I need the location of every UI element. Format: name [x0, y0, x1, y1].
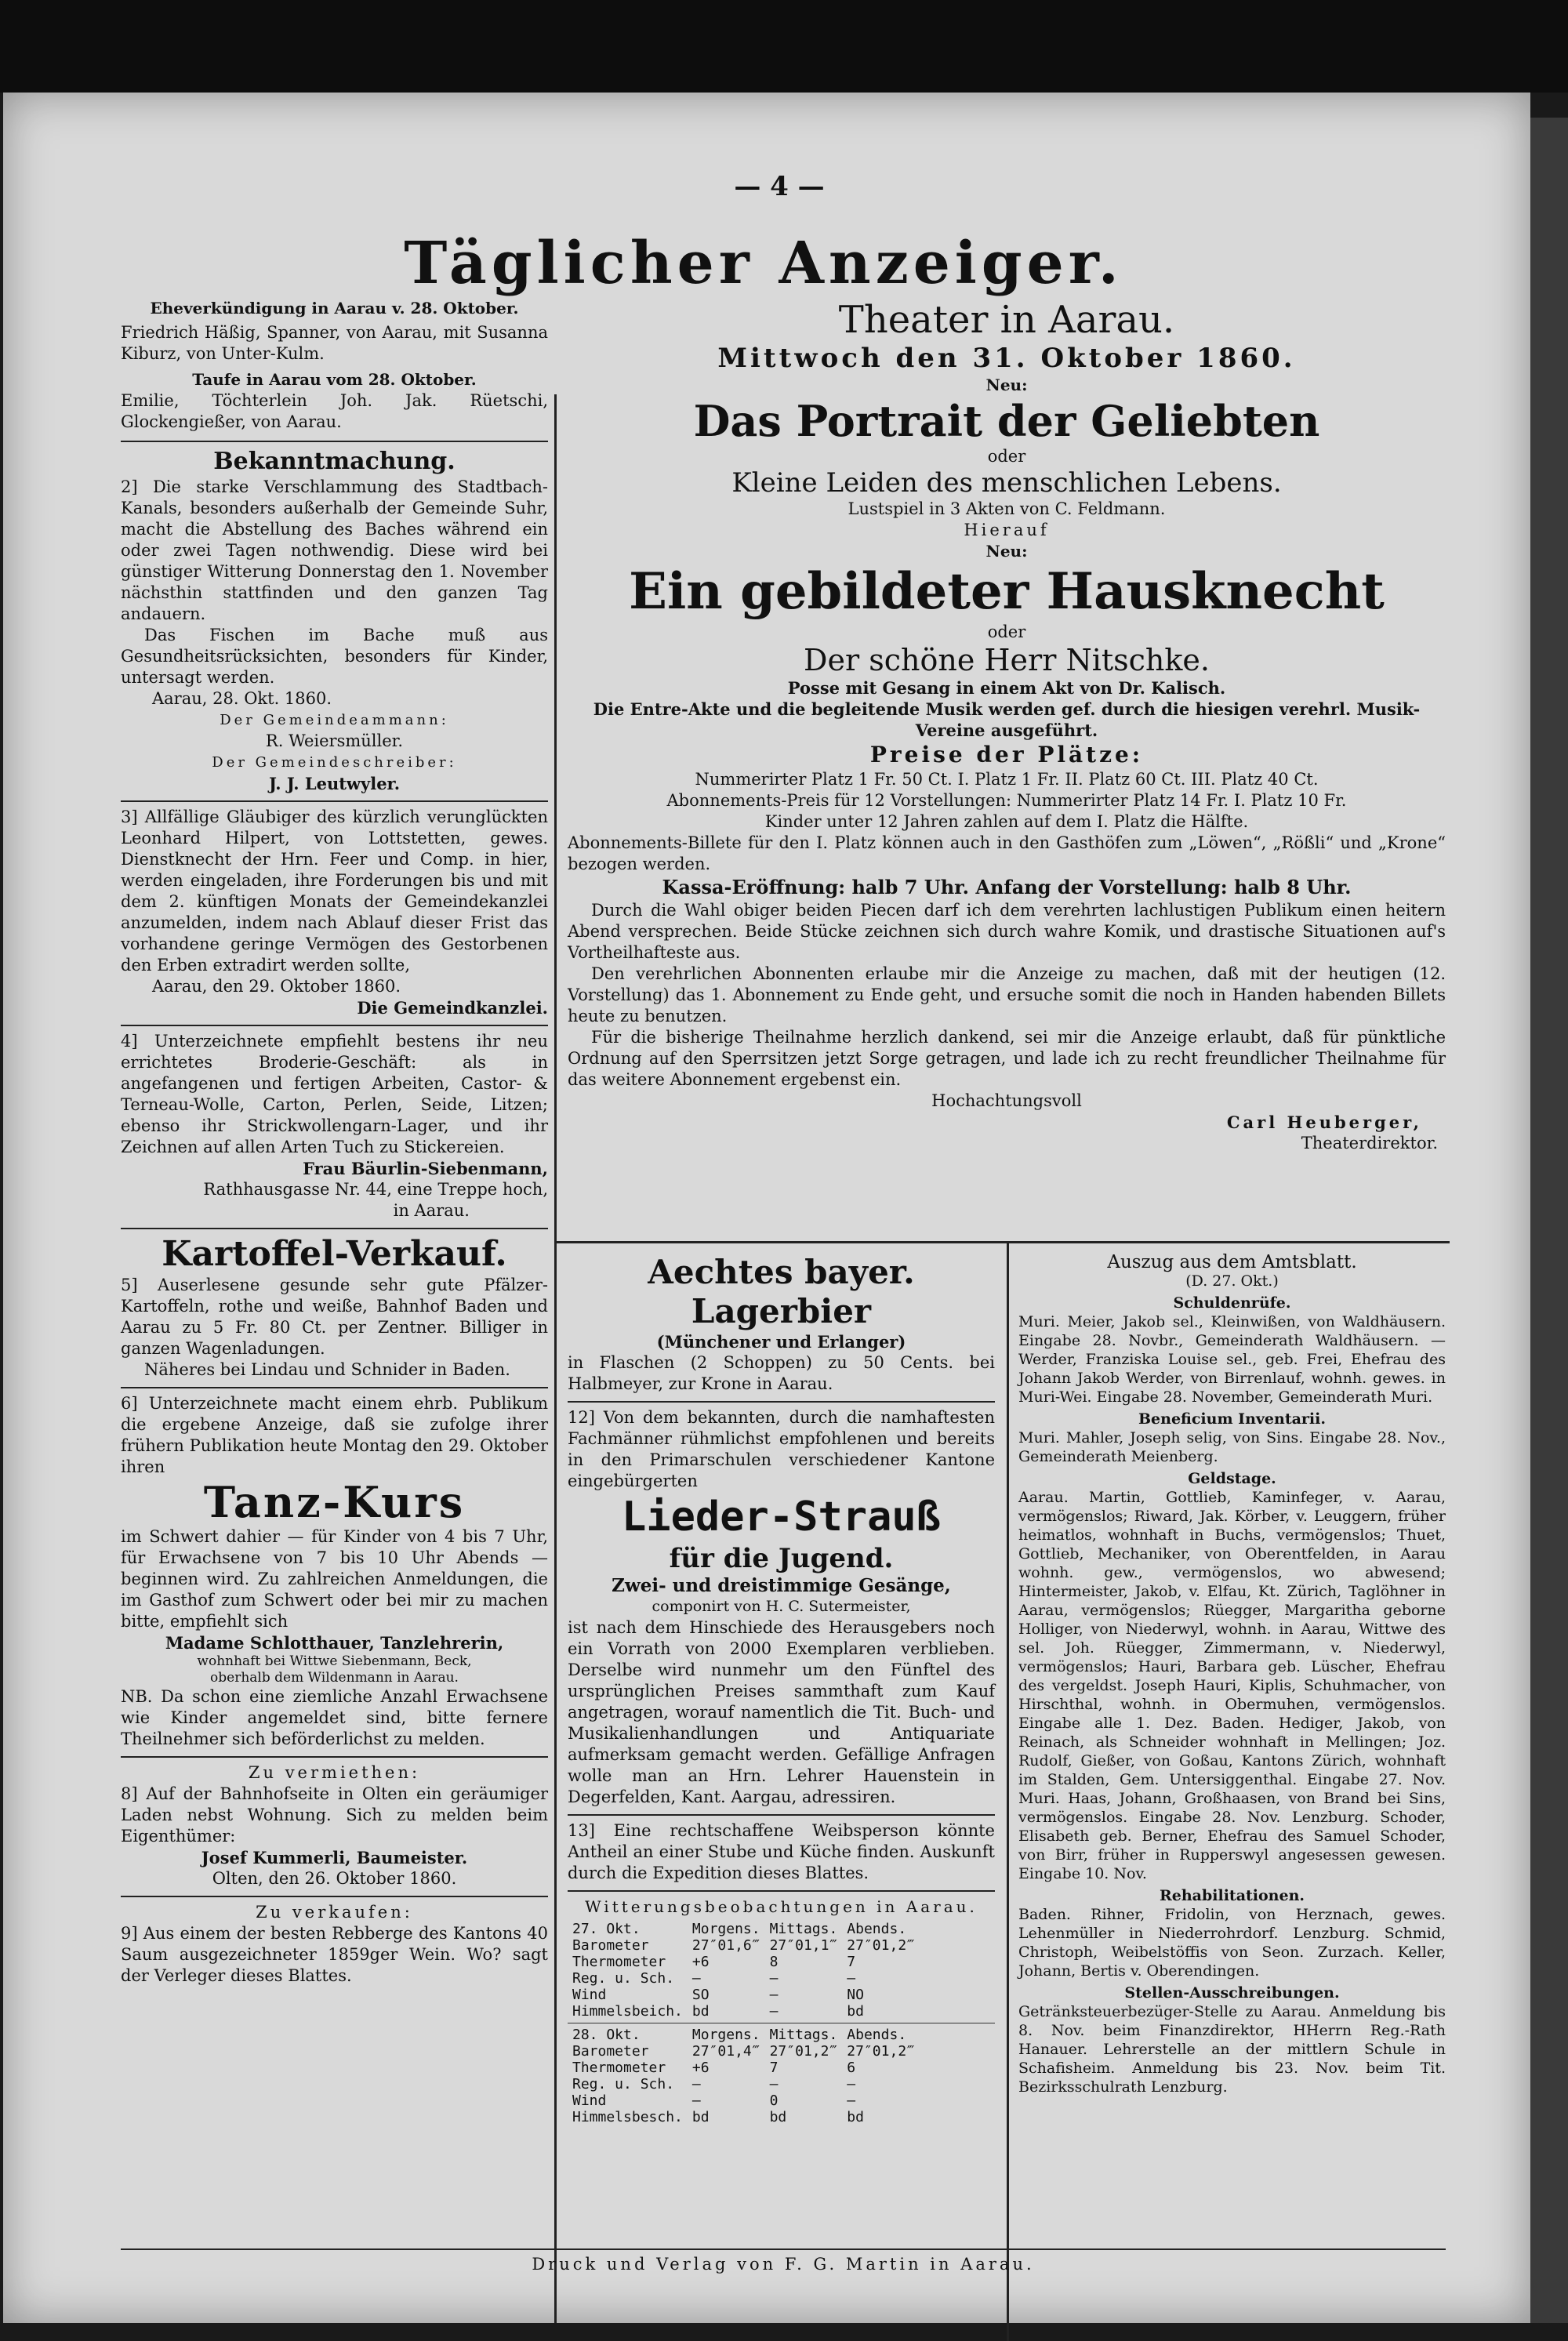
lagerbier-heading: Aechtes bayer. Lagerbier	[648, 1253, 915, 1330]
divider	[121, 1387, 548, 1388]
weather-value: bd	[691, 2003, 710, 2020]
abonnement-billets: Abonnements-Billete für den I. Platz können auch in den Gasthöfen zum „Löwen“, „Rößli“ und „Krone“ bezogen werden.	[568, 833, 1446, 873]
section-divider	[556, 1241, 1450, 1243]
inventar-heading: Beneficium Inventarii.	[1138, 1410, 1326, 1428]
weather-col-header: Abends.	[847, 2027, 907, 2043]
marriage-heading: Eheverkündigung in Aarau v. 28. Oktober.	[150, 299, 519, 318]
weather-value: —	[691, 2092, 701, 2109]
column-divider	[1007, 1243, 1009, 2341]
ad-8-signature: Josef Kummerli, Baumeister.	[201, 1848, 468, 1867]
signature-name: J. J. Leutwyler.	[268, 774, 400, 793]
baptism-heading: Taufe in Aarau vom 28. Oktober.	[192, 370, 477, 389]
weather-value: 7	[769, 2060, 779, 2076]
geldstage-text: Aarau. Martin, Gottlieb, Kaminfeger, v. Aarau, vermögenslos; Riward, Jak. Körber, v. Leuggern, früher heimatlos, wohnhaft in Buchs, vermögenslos; Thuet, Gottlieb, Mechaniker, von Oberentfelden, in Aarau wohnh. gew., vermögenslos, wo abwesend; Hintermeister, Jakob, v. Elfau, Kt. Zürich, Taglöhner in Aarau, vermögenslos; Rüegger, Margaritha geborne Holliger, von Niederwyl, wohnh. in Aarau, Wittwe des sel. Joh. Rüegger, Zimmermann, v. Niederwyl, vermögenslos; Hauri, Barbara geb. Lüscher, Ehefrau des vergeldst. Joseph Hauri, Kiplis, Schuhmacher, von Hirschthal, wohnh. in Obermuhen, vermögenslos. Eingabe alle 1. Dez. Baden. Hediger, Jakob, von Reinach, als Schneider wohnhaft in Mellingen; Joz. Rudolf, Gießer, von Goßau, Kantons Zürich, wohnhaft im Stalden, Gem. Untersiggenthal. Eingabe 27. Nov. Muri. Haas, Johann, Großhaasen, von Brand bei Sins, vermögenslos. Eingabe 28. Nov. Lenzburg. Schoder, Elisabeth geb. Berner, Ehefrau des Samuel Schoder, von Birr, früher in Rupperswyl angesessen gewesen. Eingabe 10. Nov.	[1018, 1489, 1446, 1882]
inventar-text: Muri. Mahler, Joseph selig, von Sins. Eingabe 28. Nov., Gemeinderath Meienberg.	[1018, 1429, 1446, 1465]
geldstage-heading: Geldstage.	[1188, 1470, 1276, 1487]
divider	[121, 1025, 548, 1026]
signature-title: Der Gemeindeschreiber:	[212, 754, 457, 771]
weather-table-1	[568, 1921, 920, 2020]
weather-date: 27. Okt.	[572, 1921, 641, 1937]
divider	[121, 1228, 548, 1229]
imprint-footer: Druck und Verlag von F. G. Martin in Aarau.	[532, 2255, 1035, 2274]
divider	[568, 1814, 995, 1816]
prices-line: Nummerirter Platz 1 Fr. 50 Ct. I. Platz 1 Fr. II. Platz 60 Ct. III. Platz 40 Ct.	[695, 770, 1319, 789]
ad-4-text: 4] Unterzeichnete empfiehlt bestens ihr neu errichtetes Broderie-Geschäft: als in angefangenen und fertigen Arbeiten, Castor- & Terneau-Wolle, Carton, Perlen, Seide, Litzen; ebenso ihr Strickwollengarn-Lager, und ihr Zeichnen auf allen Arten Tuch zu Stickereien.	[121, 1032, 548, 1156]
weather-title: Witterungsbeobachtungen in Aarau.	[585, 1897, 978, 1916]
weather-value: —	[769, 2076, 779, 2092]
ad-8-date: Olten, den 26. Oktober 1860.	[212, 1869, 457, 1888]
bekanntmachung-p1: 2] Die starke Verschlammung des Stadtbach-Kanals, besonders außerhalb der Gemeinde Suhr, macht die Abstellung des Baches während ein oder zwei Tagen nothwendig. Diese wird bei günstiger Witterung Donnerstag den 1. November nächsthin stattfinden und den ganzen Tag andauern.	[121, 477, 548, 623]
weather-label: Barometer	[572, 2043, 649, 2060]
signature-name: R. Weiersmüller.	[265, 731, 404, 750]
lieder-heading: Lieder-Strauß	[622, 1494, 941, 1541]
play-2-info: Posse mit Gesang in einem Akt von Dr. Kalisch.	[787, 678, 1226, 698]
divider	[121, 1896, 548, 1897]
theater-new-label: Neu:	[985, 542, 1028, 561]
schulden-heading: Schuldenrüfe.	[1173, 1294, 1291, 1312]
theater-body-3: Für die bisherige Theilnahme herzlich dankend, sei mir die Anzeige erlaubt, daß für pünktliche Ordnung auf den Sperrsitzen jetzt Sorge getragen, und lade ich zu recht freundlicher Theilnahme für das weitere Abonnement ergebenst ein.	[568, 1028, 1446, 1089]
lagerbier-text: in Flaschen (2 Schoppen) zu 50 Cents. bei Halbmeyer, zur Krone in Aarau.	[568, 1353, 995, 1393]
weather-value: 27″01,2‴	[769, 2043, 838, 2060]
scan-top-border	[0, 0, 1568, 93]
column-divider	[554, 394, 557, 2323]
lagerbier-sub: (Münchener und Erlanger)	[656, 1332, 906, 1352]
divider	[121, 441, 548, 442]
ad-4-place: in Aarau.	[393, 1201, 470, 1220]
divider	[121, 800, 548, 802]
weather-label: Wind	[572, 2092, 607, 2109]
rehab-text: Baden. Rihner, Fridolin, von Herznach, gewes. Lehenmüller in Niederrohrdorf. Lenzburg. Schmid, Christoph, Weibelstöffis von Seon. Zurzach. Keller, Johann, Bertis v. Oberendingen.	[1018, 1906, 1446, 1980]
weather-value: NO	[847, 1987, 864, 2003]
ad-6-intro: 6] Unterzeichnete macht einem ehrb. Publikum die ergebene Anzeige, daß sie zufolge ihrer frühern Publikation heute Montag den 29. Oktober ihren	[121, 1394, 548, 1476]
weather-value: 27″01,2‴	[847, 1937, 915, 1954]
weather-value: +6	[691, 1954, 710, 1970]
ad-6-address: wohnhaft bei Wittwe Siebenmann, Beck,	[197, 1653, 472, 1669]
prices-heading: Preise der Plätze:	[869, 742, 1144, 768]
weather-value: 27″01,2‴	[847, 2043, 915, 2060]
signature-title: Der Gemeindeammann:	[220, 712, 449, 728]
weather-value: bd	[847, 2003, 864, 2020]
ad-4-address: Rathhausgasse Nr. 44, eine Treppe hoch,	[203, 1180, 548, 1199]
weather-label: Reg. u. Sch.	[572, 2076, 675, 2092]
play-1-subtitle: Kleine Leiden des menschlichen Lebens.	[731, 467, 1282, 499]
play-1-oder: oder	[987, 447, 1026, 466]
bekanntmachung-heading: Bekanntmachung.	[213, 448, 456, 475]
weather-value: —	[847, 2076, 856, 2092]
lieder-sub2: Zwei- und dreistimmige Gesänge,	[612, 1575, 951, 1596]
bekanntmachung-p2: Das Fischen im Bache muß aus Gesundheitsrücksichten, besonders für Kinder, untersagt werden.	[121, 626, 548, 687]
weather-value: bd	[847, 2109, 864, 2125]
amtsblatt-heading: Auszug aus dem Amtsblatt.	[1107, 1252, 1357, 1272]
weather-col-header: Morgens.	[691, 1921, 760, 1937]
weather-row	[568, 2060, 920, 2076]
bekanntmachung-date: Aarau, 28. Okt. 1860.	[152, 689, 332, 708]
children-prices: Kinder unter 12 Jahren zahlen auf dem I. Platz die Hälfte.	[764, 812, 1249, 831]
weather-value: —	[769, 1970, 779, 1987]
weather-label: Barometer	[572, 1937, 649, 1954]
weather-value: 7	[847, 1954, 856, 1970]
baptism-text: Emilie, Töchterlein Joh. Jak. Rüetschi, Glockengießer, von Aarau.	[121, 391, 548, 431]
weather-value: —	[847, 1970, 856, 1987]
ad-8-text: 8] Auf der Bahnhofseite in Olten ein geräumiger Laden nebst Wohnung. Sich zu melden beim Eigenthümer:	[121, 1784, 548, 1846]
ad-3-date: Aarau, den 29. Oktober 1860.	[152, 977, 401, 996]
weather-value: —	[691, 1970, 701, 1987]
rehab-heading: Rehabilitationen.	[1159, 1887, 1305, 1904]
weather-value: bd	[769, 2109, 787, 2125]
weather-value: bd	[691, 2109, 710, 2125]
weather-value: SO	[691, 1987, 710, 2003]
theater-new-label: Neu:	[985, 376, 1028, 394]
ad-4-signature: Frau Bäurlin-Siebenmann,	[303, 1159, 548, 1178]
divider	[568, 1401, 995, 1403]
play-2-oder: oder	[987, 622, 1026, 641]
ad-5-text: 5] Auserlesene gesunde sehr gute Pfälzer-Kartoffeln, rothe und weiße, Bahnhof Baden und Aarau zu 5 Fr. 80 Ct. per Zentner. Billiger in ganzen Wagenladungen.	[121, 1276, 548, 1358]
director-title: Theaterdirektor.	[1301, 1134, 1438, 1152]
ad-6-address: oberhalb dem Wildenmann in Aarau.	[210, 1670, 459, 1686]
lieder-sub: für die Jugend.	[669, 1543, 894, 1574]
schulden-text: Muri. Meier, Jakob sel., Kleinwißen, von Waldhäusern. Eingabe 28. Novbr., Gemeinderath Waldhäusern. — Werder, Franziska Louise sel., geb. Frei, Ehefrau des Johann Jakob Werder, von Birrenlauf, wohnh. gewes. in Muri-Wei. Eingabe 28. November, Gemeinderath Muri.	[1018, 1313, 1446, 1406]
weather-row	[568, 2076, 920, 2092]
theater-body-1: Durch die Wahl obiger beiden Piecen darf ich dem verehrten lachlustigen Publikum einen heitern Abend versprechen. Beide Stücke zeichnen sich durch wahre Komik, und drastische Situationen auf's Vortheilhafteste aus.	[568, 901, 1446, 962]
marriage-text: Friedrich Häßig, Spanner, von Aarau, mit Susanna Kiburz, von Unter-Kulm.	[121, 323, 548, 363]
play-2-subtitle: Der schöne Herr Nitschke.	[804, 643, 1210, 677]
theater-closing: Hochachtungsvoll	[931, 1091, 1082, 1110]
stellen-heading: Stellen-Ausschreibungen.	[1124, 1984, 1340, 2002]
ad-6-heading: Tanz-Kurs	[203, 1477, 466, 1527]
play-1-title: Das Portrait der Geliebten	[693, 396, 1320, 446]
theater-body-2: Den verehrlichen Abonnenten erlaube mir die Anzeige zu machen, daß mit der heutigen (12. Vorstellung) das 1. Abonnement zu Ende geht, und ersuche somit die noch in Handen habenden Billets heute zu benutzen.	[568, 964, 1446, 1025]
weather-row	[568, 1970, 920, 1987]
weather-label: Thermometer	[572, 2060, 666, 2076]
stellen-text: Getränksteuerbezüger-Stelle zu Aarau. Anmeldung bis 8. Nov. beim Finanzdirektor, HHerrn Reg.-Rath Hanauer. Lehrerstelle an der mittlern Schule in Schafisheim. Anmeldung bis 23. Nov. beim Tit. Bezirksschulrath Lenzburg.	[1018, 2003, 1446, 2096]
theater-date: Mittwoch den 31. Oktober 1860.	[717, 343, 1296, 374]
weather-label: Himmelsbeich.	[572, 2003, 683, 2020]
weather-label: Himmelsbesch.	[572, 2109, 683, 2125]
director-name: Carl Heuberger,	[1226, 1112, 1422, 1132]
weather-value: 8	[769, 1954, 779, 1970]
weather-value: 6	[847, 2060, 856, 2076]
weather-value: 27″01,4‴	[691, 2043, 760, 2060]
ad-3-text: 3] Allfällige Gläubiger des kürzlich verunglückten Leonhard Hilpert, von Lottstetten, gewes. Dienstknecht der Hrn. Feer und Comp. in hier, werden eingeladen, ihre Forderungen bis und mit dem 2. künftigen Monats der Gemeindekanzlei anzumelden, indem nach Ablauf dieser Frist das vorhandene geringe Vermögen des Gestorbenen den Erben extradirt werden sollte,	[121, 808, 548, 975]
weather-value: 27″01,6‴	[691, 1937, 760, 1954]
amtsblatt-date: (D. 27. Okt.)	[1185, 1272, 1279, 1290]
ad-9-heading: Zu verkaufen:	[256, 1903, 413, 1922]
weather-row	[568, 2109, 920, 2125]
weather-table-2	[568, 2027, 920, 2125]
weather-value: —	[691, 2076, 701, 2092]
weather-label: Reg. u. Sch.	[572, 1970, 675, 1987]
ad-6-signature: Madame Schlotthauer, Tanzlehrerin,	[165, 1633, 504, 1653]
weather-value: +6	[691, 2060, 710, 2076]
footer-rule	[121, 2248, 1446, 2250]
lieder-intro: 12] Von dem bekannten, durch die namhaftesten Fachmänner rühmlichst empfohlenen und bereits in den Primarschulen verschiedener Kantone eingebürgerten	[568, 1408, 995, 1490]
weather-col-header: Abends.	[847, 1921, 907, 1937]
weather-label: Thermometer	[572, 1954, 666, 1970]
weather-value: 27″01,1‴	[769, 1937, 838, 1954]
page-number: — 4 —	[734, 171, 825, 202]
lieder-text: ist nach dem Hinschiede des Herausgebers noch ein Vorrath von 2000 Exemplaren verblieben. Derselbe wird nunmehr um den Fünftel des ursprünglichen Preises sammthaft zum Kauf angetragen, worauf namentlich die Tit. Buch- und Musikalienhandlungen und Antiquariate aufmerksam gemacht werden. Gefällige Anfragen wolle man an Hrn. Lehrer Hauenstein in Degerfelden, Kant. Aargau, adressiren.	[568, 1618, 995, 1806]
weather-date: 28. Okt.	[572, 2027, 641, 2043]
weather-col-header: Morgens.	[691, 2027, 760, 2043]
weather-row	[568, 1937, 920, 1954]
amtsblatt-column	[1018, 1253, 1446, 2096]
weather-col-header: Mittags.	[769, 2027, 838, 2043]
newspaper-page	[3, 93, 1530, 2323]
weather-row	[568, 1954, 920, 1970]
ad-5-text2: Näheres bei Lindau und Schnider in Baden.	[144, 1360, 510, 1379]
ad-6-text: im Schwert dahier — für Kinder von 4 bis 7 Uhr, für Erwachsene von 7 bis 10 Uhr Abends — beginnen wird. Zu zahlreichen Anmeldungen, die im Gasthof zum Schwert oder bei mir zu machen bitte, empfiehlt sich	[121, 1527, 548, 1631]
weather-row	[568, 2003, 920, 2020]
scan-right-edge	[1530, 118, 1568, 2323]
abonnement-prices: Abonnements-Preis für 12 Vorstellungen: Nummerirter Platz 14 Fr. I. Platz 10 Fr.	[666, 791, 1347, 810]
lieder-composer: componirt von H. C. Sutermeister,	[652, 1598, 911, 1615]
divider	[568, 1890, 995, 1892]
masthead: Täglicher Anzeiger.	[404, 230, 1123, 297]
ad-3-signature: Die Gemeindkanzlei.	[357, 998, 548, 1018]
ad-6-nb: NB. Da schon eine ziemliche Anzahl Erwachsene wie Kinder angemeldet sind, bitte fernere Theilnehmer sich beförderlichst zu melden.	[121, 1687, 548, 1748]
theater-title: Theater in Aarau.	[838, 298, 1175, 342]
play-1-info: Lustspiel in 3 Akten von C. Feldmann.	[848, 499, 1166, 518]
weather-value: —	[769, 2003, 779, 2020]
left-column	[121, 298, 548, 1987]
ad-9-text: 9] Aus einem der besten Rebberge des Kantons 40 Saum ausgezeichneter 1859ger Wein. Wo? sagt der Verleger dieses Blattes.	[121, 1924, 548, 1985]
ad-13-text: 13] Eine rechtschaffene Weibsperson könnte Antheil an einer Stube und Küche finden. Auskunft durch die Expedition dieses Blattes.	[568, 1821, 995, 1882]
divider	[121, 1756, 548, 1758]
music-note: Die Entre-Akte und die begleitende Musik werden gef. durch die hiesigen verehrl. Musik-Vereine ausgeführt.	[593, 699, 1421, 740]
ad-8-heading: Zu vermiethen:	[248, 1763, 421, 1782]
weather-row	[568, 2092, 920, 2109]
weather-row	[568, 2043, 920, 2060]
play-2-title: Ein gebildeter Hausknecht	[629, 562, 1385, 621]
weather-value: 0	[769, 2092, 779, 2109]
hierauf-label: Hierauf	[964, 521, 1050, 539]
weather-col-header: Mittags.	[769, 1921, 838, 1937]
theater-ad	[568, 298, 1446, 1154]
ad-5-heading: Kartoffel-Verkauf.	[162, 1234, 507, 1274]
weather-label: Wind	[572, 1987, 607, 2003]
opening-times: Kassa-Eröffnung: halb 7 Uhr. Anfang der Vorstellung: halb 8 Uhr.	[662, 876, 1352, 898]
weather-value: —	[847, 2092, 856, 2109]
weather-row	[568, 1987, 920, 2003]
middle-column	[568, 1253, 995, 2125]
weather-value: —	[769, 1987, 779, 2003]
